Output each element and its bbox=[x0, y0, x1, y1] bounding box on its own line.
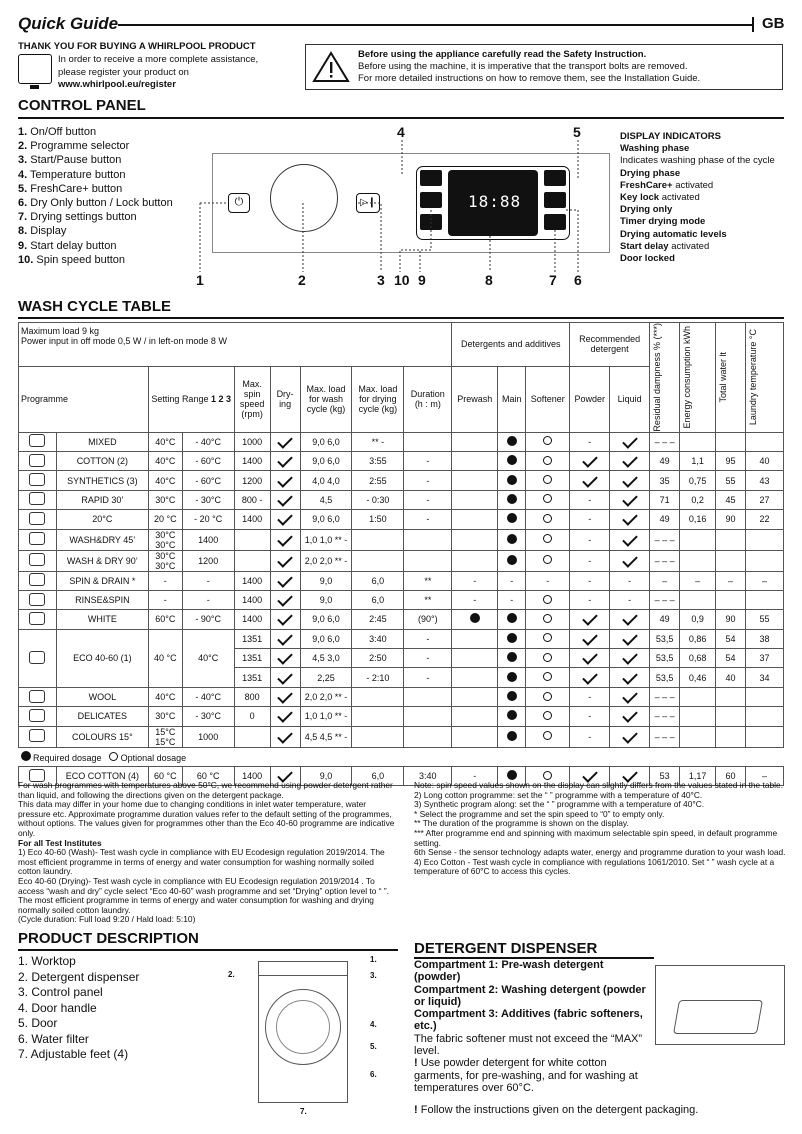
programme-icon bbox=[29, 434, 45, 447]
list-item: 4. Temperature button bbox=[18, 168, 126, 181]
label-1: 1. bbox=[370, 955, 377, 964]
list-item: 1. Worktop bbox=[18, 954, 76, 968]
programme-icon bbox=[29, 553, 45, 566]
thanks-line1: In order to receive a more complete assistance, bbox=[58, 54, 259, 65]
callout-10: 10 bbox=[394, 272, 410, 288]
register-link[interactable]: www.whirlpool.eu/register bbox=[58, 79, 176, 90]
callout-4: 4 bbox=[397, 124, 405, 140]
thanks-title: THANK YOU FOR BUYING A WHIRLPOOL PRODUCT bbox=[18, 41, 256, 52]
wash-cycle-table: Maximum load 9 kg Power input in off mode 0,5 W / in left-on mode 8 W Detergents and additives Recommended detergent Residual dampness % (***) Energy consumption kWh Total water lt Laundry temperature °C Programme Setting Range 1 2 3 Max. spin speed (rpm) Dry-ing Max. load for wash cycle (kg) Max. load for drying cycle (kg) Duration (h : m) Prewash Main Softener Powder Liquid MIXED 40°C - 40°C 1000 9,0 6,0 ** - - – – – COTTON (2) 40°C - 60°C 1400 9,0 6,0 3:55 - 49 1,1 95 40 SYNTHETICS (3) 40°C - 60°C 1200 4,0 4,0 2:55 - 35 0,75 55 43 RAPID 30’ 30°C - 30°C 800 - 4,5 - 0:30 - - 71 0,2 45 27 20°C 20 °C - 20 °C 1400 9,0 6,0 1:50 - - 49 0,16 90 22 WASH&DRY 45’ 30°C 30°C 1400 1,0 1,0 ** - - – – – WASH & DRY 90’ 30°C 30°C 1200 2,0 2,0 ** - - – – – SPIN & DRAIN * - - 1400 9,0 6,0 ** - - - - - – – – – RINSE&SPIN - - 1400 9,0 6,0 ** - - - - – – – WHITE 60°C - 90°C 1400 9,0 6,0 2:45 (90°) 49 0,9 90 55 ECO 40-60 (1) 40 °C 40°C 1351 9,0 6,0 3:40 - 53,5 0,86 54 38 1351 4,5 3,0 2:50 - 53,5 0,68 54 37 1351 2,25 - 2:10 - 53,5 0,46 40 34 WOOL 40°C - 40°C 800 2,0 2,0 ** - - – – – DELICATES 30°C - 30°C 0 1,0 1,0 ** - - – – – COLOURS 15° 15°C 15°C 1000 4,5 4,5 ** - - – – – Required dosage Optional dosage ECO COTTON (4) 60 °C 60 °C 1400 9,0 6,0 3:40 - 53 1,17 60 – bbox=[18, 322, 784, 786]
language-code: GB bbox=[762, 15, 785, 32]
list-item: 6. Water filter bbox=[18, 1031, 89, 1046]
programme-icon bbox=[29, 454, 45, 467]
thanks-line2: please register your product on bbox=[58, 66, 189, 78]
product-description-title: PRODUCT DESCRIPTION bbox=[18, 930, 199, 947]
table-row: COTTON (2) 40°C - 60°C 1400 9,0 6,0 3:55 - 49 1,1 95 40 bbox=[19, 451, 784, 470]
drying-auto-levels: Drying automatic levels bbox=[620, 228, 727, 240]
list-item: 5. Door bbox=[18, 1016, 58, 1030]
callout-9: 9 bbox=[418, 272, 426, 288]
safety-line2: For more detailed instructions on how to remove them, see the Installation Guide. bbox=[358, 73, 701, 84]
label-4: 4. bbox=[370, 1020, 377, 1029]
list-item: 5. FreshCare+ button bbox=[18, 182, 123, 195]
power-icon[interactable]: ⏻ bbox=[228, 193, 250, 213]
label-2: 2. bbox=[228, 970, 235, 979]
drying-only: Drying only bbox=[620, 204, 673, 216]
table-row: 20°C 20 °C - 20 °C 1400 9,0 6,0 1:50 - - 49 0,16 90 22 bbox=[19, 510, 784, 529]
indicators-title: DISPLAY INDICATORS bbox=[620, 131, 722, 142]
list-item: 6. Dry Only button / Lock button bbox=[18, 197, 173, 210]
label-7: 7. bbox=[300, 1107, 307, 1116]
safety-line1: Before using the machine, it is imperative that the transport bolts are removed. bbox=[358, 61, 688, 72]
callout-8: 8 bbox=[485, 272, 493, 288]
list-item: 1. On/Off button bbox=[18, 126, 97, 138]
display-time: 18:88 bbox=[468, 192, 522, 211]
display-indicators: DISPLAY INDICATORS Washing phase Indicates washing phase of the cycle Drying phase FreshCare+ activated Key lock activated Drying only Timer drying mode Drying automatic levels Start delay activated Door locked bbox=[620, 131, 800, 265]
programme-icon bbox=[29, 690, 45, 703]
callout-7: 7 bbox=[549, 272, 557, 288]
programme-icon bbox=[29, 573, 45, 586]
wash-cycle-title: WASH CYCLE TABLE bbox=[18, 298, 172, 315]
section-rule bbox=[18, 317, 784, 319]
list-item: 2. Detergent dispenser bbox=[18, 969, 140, 984]
detergent-tip2: ! Follow the instructions given on the detergent packaging. bbox=[414, 1104, 699, 1116]
table-row: WASH & DRY 90’ 30°C 30°C 1200 2,0 2,0 ** - - – – – bbox=[19, 550, 784, 571]
table-row: SPIN & DRAIN * - - 1400 9,0 6,0 ** - - - - - – – – – bbox=[19, 571, 784, 590]
list-item: 3. Start/Pause button bbox=[18, 154, 122, 167]
notes-left: For wash programmes with temperatures above 50°C, we recommend using powder detergent rather than liquid, and following the directions given on the detergent package. This data may differ in your home due to changing conditions in inlet water temperature, water pressure etc. Approximate programme duration values refer to the default setting of the programmes, without options. The values given for programmes other than the Eco 40-60 programme are indicative only. For all Test Institutes 1) Eco 40-60 (Wash)- Test wash cycle in compliance with EU Ecodesign regulation 2019/2014. The most efficient programme in terms of energy and water consumption for washing normally soiled cotton laundry. Eco 40-60 (Drying)- Test wash cycle in compliance with EU Ecodesign regulation 2019/2014 . To access “wash and dry” cycle select “Eco 40-60” wash programme and set “Drying” option level to “ ”. The most efficient programme in terms of energy and water consumption for washing and drying normally soiled cotton laundry. (Cycle duration: Full load 9:20 / Hald load: 5:10) bbox=[18, 780, 395, 925]
table-row: RINSE&SPIN - - 1400 9,0 6,0 ** - - - - – – – bbox=[19, 590, 784, 609]
detergent-text: Compartment 1: Pre-wash detergent (powder) Compartment 2: Washing detergent (powder or liquid) Compartment 3: Additives (fabric softeners, etc.) The fabric softener must not exceed the “MAX” level. ! Use powder detergent for white cotton garments, for pre-washing, and for washing at temperatures over 60°C. bbox=[414, 959, 646, 1094]
callout-2: 2 bbox=[298, 272, 306, 288]
label-3: 3. bbox=[370, 971, 377, 980]
product-list bbox=[18, 954, 139, 1063]
safety-bold: Before using the appliance carefully read the Safety Instruction. bbox=[358, 49, 647, 60]
detergent-dispenser-title: DETERGENT DISPENSER bbox=[414, 940, 598, 957]
table-row: RAPID 30’ 30°C - 30°C 800 - 4,5 - 0:30 - - 71 0,2 45 27 bbox=[19, 490, 784, 509]
programme-icon bbox=[29, 532, 45, 545]
table-row: WOOL 40°C - 40°C 800 2,0 2,0 ** - - – – – bbox=[19, 687, 784, 706]
label-6: 6. bbox=[370, 1070, 377, 1079]
list-item: 10. Spin speed button bbox=[18, 253, 126, 266]
programme-icon bbox=[29, 492, 45, 505]
washing-phase-desc: Indicates washing phase of the cycle bbox=[620, 155, 775, 167]
programme-icon bbox=[29, 612, 45, 625]
programme-icon bbox=[29, 729, 45, 742]
list-item: 7. Drying settings button bbox=[18, 211, 137, 224]
table-row: ECO COTTON (4) 60 °C 60 °C 1400 9,0 6,0 3:40 - 53 1,17 60 – bbox=[19, 767, 784, 786]
door-glass bbox=[276, 1000, 330, 1054]
start-pause-icon[interactable]: ▷❙ bbox=[356, 193, 380, 213]
list-item: 3. Control panel bbox=[18, 985, 103, 999]
washing-phase: Washing phase bbox=[620, 143, 690, 155]
table-row: ECO 40-60 (1) 40 °C 40°C 1351 9,0 6,0 3:40 - 53,5 0,86 54 38 bbox=[19, 629, 784, 648]
table-row: WASH&DRY 45’ 30°C 30°C 1400 1,0 1,0 ** - - – – – bbox=[19, 529, 784, 550]
door-locked: Door locked bbox=[620, 253, 675, 265]
table-row: 1351 2,25 - 2:10 - 53,5 0,46 40 34 bbox=[19, 668, 784, 687]
callout-5: 5 bbox=[573, 124, 581, 140]
table-row: COLOURS 15° 15°C 15°C 1000 4,5 4,5 ** - - – – – bbox=[19, 726, 784, 747]
programme-icon bbox=[29, 473, 45, 486]
programme-icon bbox=[29, 651, 45, 664]
drying-phase: Drying phase bbox=[620, 167, 681, 179]
list-item: 2. Programme selector bbox=[18, 140, 130, 153]
page-title: Quick Guide bbox=[18, 14, 119, 33]
section-rule bbox=[18, 949, 398, 951]
table-row: DELICATES 30°C - 30°C 0 1,0 1,0 ** - - – – – bbox=[19, 707, 784, 726]
callout-6: 6 bbox=[574, 272, 582, 288]
callout-3: 3 bbox=[377, 272, 385, 288]
panel-line bbox=[258, 975, 348, 976]
table-row: SYNTHETICS (3) 40°C - 60°C 1200 4,0 4,0 2:55 - 35 0,75 55 43 bbox=[19, 471, 784, 490]
label-5: 5. bbox=[370, 1042, 377, 1051]
table-row: WHITE 60°C - 90°C 1400 9,0 6,0 2:45 (90°) 49 0,9 90 55 bbox=[19, 610, 784, 629]
list-item: 9. Start delay button bbox=[18, 239, 117, 252]
callout-1: 1 bbox=[196, 272, 204, 288]
programme-icon bbox=[29, 709, 45, 722]
notes-right: Note: spin speed values shown on the display can slightly differs from the values stated in the table. 2) Long cotton programme: set the “ ” programme with a temperature of 40°C. 3) Synthetic program along: set the “ ” programme with a temperature of 40°C. * Select the programme and set the spin speed to “0” to empty only. ** The duration of the programme is shown on the display. *** After programme end and spinning with maximum selectable spin speed, in default programme setting. 6th Sense - the sensor technology adapts water, energy and programme duration to your wash load. 4) Eco Cotton - Test wash cycle in compliance with regulations 1061/2010. Set “ ” wash cycle at a temperature of 60°C to access this cycles. bbox=[414, 780, 786, 877]
timer-drying: Timer drying mode bbox=[620, 216, 706, 228]
table-row: MIXED 40°C - 40°C 1000 9,0 6,0 ** - - – – – bbox=[19, 432, 784, 451]
programme-icon bbox=[29, 512, 45, 525]
list-item: 7. Adjustable feet (4) bbox=[18, 1047, 129, 1061]
control-panel-title: CONTROL PANEL bbox=[18, 97, 146, 114]
table-row: 1351 4,5 3,0 2:50 - 53,5 0,68 54 37 bbox=[19, 649, 784, 668]
list-item: 8. Display bbox=[18, 225, 67, 238]
dispenser-drawer bbox=[673, 1000, 763, 1034]
list-item: 4. Door handle bbox=[18, 1000, 97, 1015]
programme-icon bbox=[29, 593, 45, 606]
